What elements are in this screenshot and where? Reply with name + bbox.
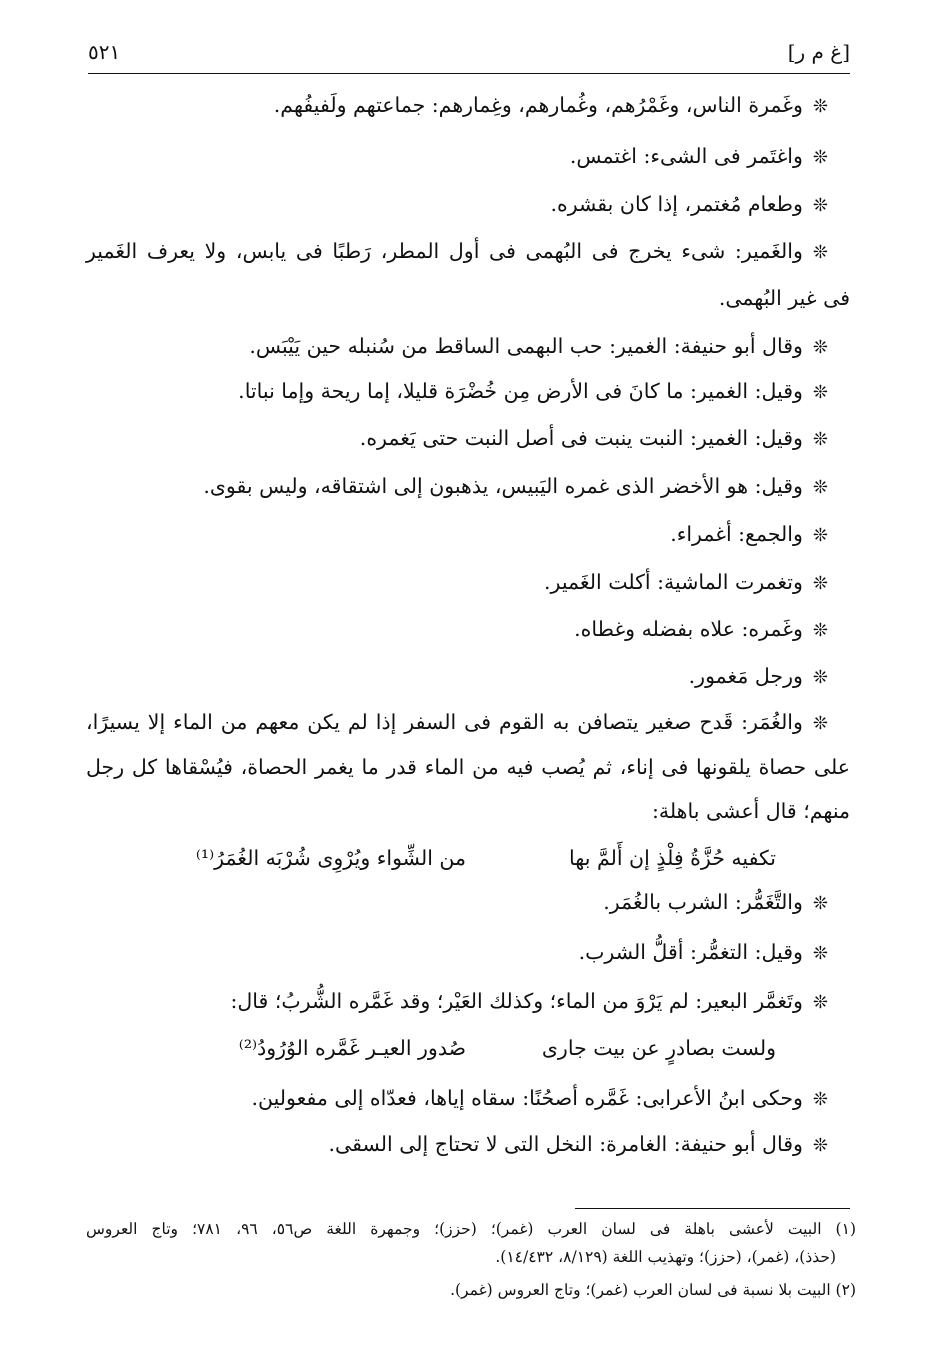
bullet-icon: ❊ <box>812 1135 828 1156</box>
entry-line: ❊وقيل: هو الأخضر الذى غمره اليَبيس، يذهبون إلى اشتقاقه، وليس بقوى. <box>203 471 828 503</box>
bullet-icon: ❊ <box>812 382 828 403</box>
footnote-1: (١) البيت لأعشى باهلة فى لسان العرب (غمر)؛ (حزز)؛ وجمهرة اللغة ص٥٦، ٩٦، ٧٨١؛ وتاج العروس <box>86 1220 856 1238</box>
bullet-icon: ❊ <box>812 573 828 594</box>
footnote-2: (٢) البيت بلا نسبة فى لسان العرب (غمر)؛ وتاج العروس (غمر). <box>450 1281 856 1299</box>
bullet-icon: ❊ <box>812 195 828 216</box>
verse-hemistich-left: من الشِّواء ويُرْوِى شُرْبَه الغُمَرُ⁽¹⁾ <box>195 846 466 870</box>
footnote-1-continued: (حذذ)، (غمر)، (حزز)؛ وتهذيب اللغة (٨/١٢٩، ١٤/٤٣٢). <box>495 1248 836 1266</box>
bullet-icon: ❊ <box>812 96 828 117</box>
bullet-icon: ❊ <box>812 477 828 498</box>
bullet-icon: ❊ <box>812 429 828 450</box>
entry-line: ❊وقيل: الغمير: ما كانَ فى الأرض مِن خُضْرَة قليلا، إما ريحة وإما نباتا. <box>238 376 828 408</box>
entry-line: ❊وغَمرة الناس، وغَمْرُهم، وغُمارهم، وغِمارهم: جماعتهم ولَفيفُهم. <box>274 90 828 122</box>
bullet-icon: ❊ <box>812 667 828 688</box>
entry-line-continued: على حصاة يلقونها فى إناء، ثم يُصب فيه من الماء قدر ما يغمر الحصاة، فيُسْقاها كل رجل <box>86 755 850 779</box>
verse-hemistich-right: ولست بصادرٍ عن بيت جارى <box>541 1036 776 1060</box>
bullet-icon: ❊ <box>812 620 828 641</box>
header-rule <box>88 73 850 74</box>
entry-line: ❊وقال أبو حنيفة: الغامرة: النخل التى لا تحتاج إلى السقى. <box>328 1129 828 1161</box>
entry-line: ❊والتَّغَمُّر: الشرب بالغُمَر. <box>603 887 828 919</box>
entry-line: ❊وتَغمَّر البعير: لم يَرْوَ من الماء؛ وكذلك العَيْر؛ وقد غَمَّره الشُّربُ؛ قال: <box>230 986 828 1018</box>
entry-line: ❊ورجل مَغمور. <box>689 661 828 693</box>
verse-hemistich-left: صُدور العيـر غَمَّره الوُرُودُ⁽²⁾ <box>238 1036 466 1060</box>
page-number: ٥٢١ <box>88 40 121 64</box>
bullet-icon: ❊ <box>812 713 828 734</box>
bullet-icon: ❊ <box>812 893 828 914</box>
page-header <box>88 40 850 70</box>
entry-line: ❊واغتَمر فى الشىء: اغتمس. <box>570 141 828 173</box>
entry-line: ❊وتغمرت الماشية: أكلت الغَمير. <box>544 567 828 599</box>
bullet-icon: ❊ <box>812 147 828 168</box>
bullet-icon: ❊ <box>812 1089 828 1110</box>
footnote-rule <box>575 1208 850 1209</box>
entry-line: ❊والغَمير: شىء يخرج فى البُهمى فى أول المطر، رَطبًا فى يابس، ولا يعرف الغَمير <box>86 236 828 268</box>
entry-line: ❊وقيل: التغمُّر: أقلُّ الشرب. <box>579 937 828 969</box>
entry-line: ❊وقيل: الغمير: النبت ينبت فى أصل النبت حتى يَغمره. <box>360 423 828 455</box>
bullet-icon: ❊ <box>812 337 828 358</box>
entry-line: ❊والغُمَر: قَدح صغير يتصافن به القوم فى السفر إذا لم يكن معهم من الماء إلا يسيرًا، <box>86 707 828 739</box>
root-letters: [غ م ر] <box>787 40 850 64</box>
verse-hemistich-right: تكفيه حُزَّةُ فِلْذٍ إن أَلمَّ بها <box>569 846 776 870</box>
bullet-icon: ❊ <box>812 992 828 1013</box>
entry-line: ❊وطعام مُغتمر، إذا كان بقشره. <box>550 189 828 221</box>
entry-line-continued: منهم؛ قال أعشى باهلة: <box>651 799 850 823</box>
entry-line: ❊وحكى ابنُ الأعرابى: غَمَّره أصحُنًا: سقاه إياها، فعدّاه إلى مفعولين. <box>251 1083 828 1115</box>
entry-line: ❊والجمع: أغمراء. <box>670 519 828 551</box>
bullet-icon: ❊ <box>812 525 828 546</box>
bullet-icon: ❊ <box>812 943 828 964</box>
bullet-icon: ❊ <box>812 242 828 263</box>
entry-line: ❊وغَمره: علاه بفضله وغطاه. <box>574 614 828 646</box>
entry-line: ❊وقال أبو حنيفة: الغمير: حب البهمى الساقط من سُنبله حين يَيْبَس. <box>249 331 828 363</box>
entry-line-continued: فى غير البُهمى. <box>718 286 850 310</box>
